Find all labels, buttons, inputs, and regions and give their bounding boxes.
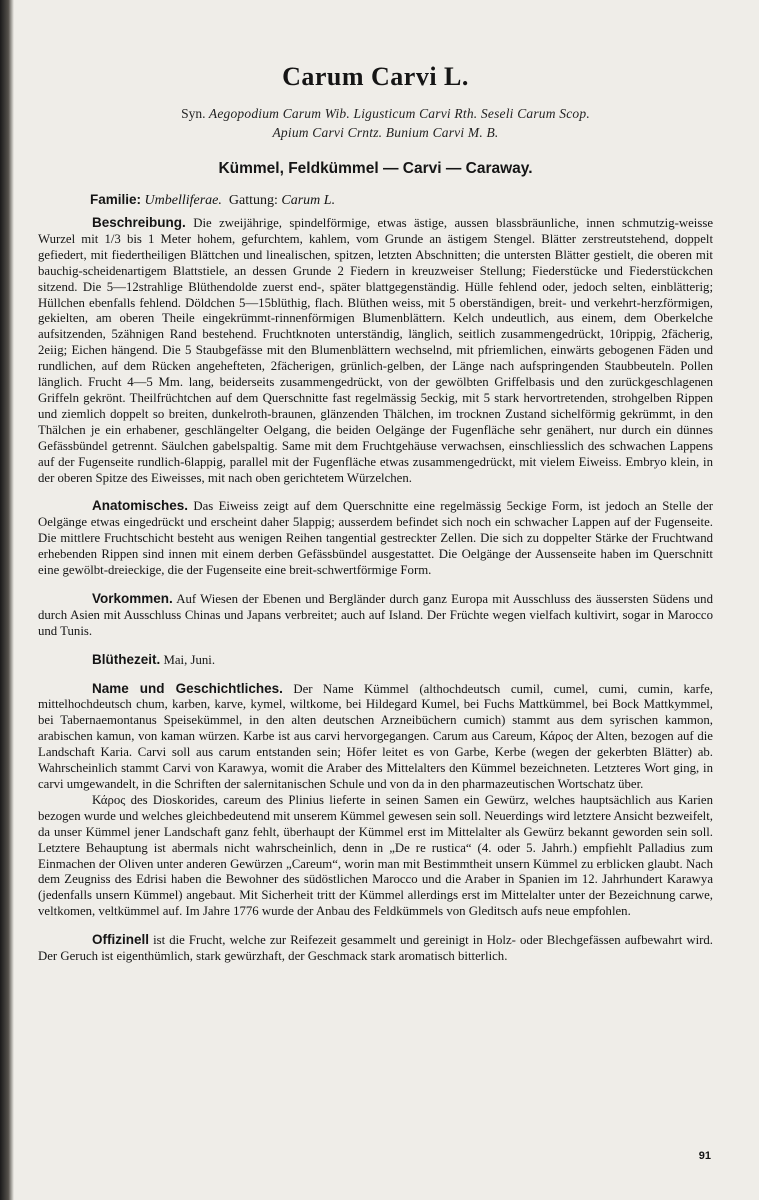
section-name-geschichtliches (38, 681, 713, 793)
section-name-geschichtliches-continued (38, 793, 713, 920)
vorkommen-heading: Vorkommen. (92, 590, 173, 606)
page-title: Carum Carvi L. (282, 62, 469, 91)
familie-value: Umbelliferae. (144, 193, 222, 208)
section-anatomisches (38, 498, 713, 579)
section-vorkommen (38, 591, 713, 640)
section-bluethezeit (38, 652, 713, 669)
family-line (90, 192, 713, 209)
offizinell-text: ist die Frucht, welche zur Reifezeit gesammelt und gereinigt in Holz- oder Blechgefässen aufbewahrt wird. Der Geruch ist eigenthümlich, stark gewürzhaft, der Geschmack stark aromatisch bitterlich. (38, 933, 713, 964)
familie-label: Familie: (90, 192, 142, 207)
synonyms (68, 104, 703, 142)
offizinell-heading: Offizinell (92, 932, 149, 948)
beschreibung-text: Die zweijährige, spindelförmige, etwas ästige, aussen blassbräunliche, innen schmutzig-weisse Wurzel mit 1/3 bis 1 Meter hohem, gefurchtem, kahlem, vom Grunde an ästigem Stengel. Blätter zerstreutstehend, doppelt gefiedert, mit fiedertheiligen Blättchen und linealischen, spitzen, letzten Abschnitten; die untersten Blätter gestielt, die oberen mit bauchig-scheidenartigem Blattstiele, an dessen Grunde 2 Fiedern in kreuzweiser Stellung; Fiederstücke und Fiederstückchen sitzend. Die 5—12strahlige Blüthendolde zuerst end-, später blattgegenständig. Hülle fehlend oder, jedoch selten, einblätterig; Hüllchen ebenfalls fehlend. Döldchen 5—15blüthig, flach. Blüthen weiss, mit 5 oberständigen, breit- und verkehrt-herzförmigen, gekielten, am oberen Theile eingekrümmt-rinnenförmigen Blumenblättern. Kelch undeutlich, aus einem, dem Oberkelche aufsitzenden, 5zähnigen Rand bestehend. Fruchtknoten unterständig, länglich, seitlich zusammengedrückt, 10rippig, 2fächerig, 2eiig; Eichen hängend. Die 5 Staubgefässe mit den Blumenblättern wechselnd, mit pfriemlichen, einwärts gebogenen Fäden und rundlichen, auf dem Rücken angehefteten, 2fächerigen, grünlich-gelben, der Länge nach aufspringenden Staubbeuteln. Pollen länglich. Frucht 4—5 Mm. lang, beiderseits zusammengedrückt, von der gewölbten Griffelbasis und den zurückgeschlagenen Griffeln gekrönt. Theilfrüchtchen auf dem Querschnitte fast regelmässig 5eckig, mit 5 stark hervortretenden, strohgelben Rippen und ziemlich doppelt so breiten, dunkelroth-braunen, glänzenden Thälchen, im trocknen Zustand sichelförmig gekrümmt, in den Thälchen je ein erhabener, geschlängelter Oelgang, die beiden Oelgänge der Fugenfläche sehr genähert, nur durch ein dünnes Gefässbündel getrennt. Säulchen gabelspaltig. Same mit dem Fruchtgehäuse verwachsen, einschliesslich des schwachen Lappens auf der Fugenseite rundlich-6lappig, parallel mit der Fugenfläche etwas zusammengedrückt, mit vielem Eiweiss. Embryo klein, in der oberen Spitze des Eiweisses, mit nach oben gerichtetem Würzelchen. (38, 216, 714, 485)
synonyms-line-2: Apium Carvi Crntz. Bunium Carvi M. B. (272, 125, 499, 140)
synonyms-line-1: Aegopodium Carum Wib. Ligusticum Carvi Rth. Seseli Carum Scop. (208, 106, 590, 121)
section-beschreibung (38, 215, 713, 486)
section-offizinell (38, 932, 713, 965)
bluethezeit-text: Mai, Juni. (163, 652, 216, 667)
name-heading: Name und Geschichtliches. (92, 680, 283, 696)
name-text: Der Name Kümmel (althochdeutsch cumil, cumel, cumi, cumin, karfe, mittelhochdeutsch chum, karben, karve, kymel, wiltkome, bei Hildegard Kumel, bei Fuchs Mattkümmel, bei Bock Mattkymmel, bei Tabernaemontanus Speisekümmel, in den alten deutschen Arzneibüchern cumich) stammt aus dem syrischen kammon, arabischen kamun, von kaman würzen. Karbe ist aus carvi hervorgegangen. Carum aus Careum, Κάρος der Alten, bezogen auf die Landschaft Karia. Carvi soll aus carum entstanden sein; Höfer leitet es von Garbe, Kerbe (wegen der gekerbten Blätter) ab. Wahrscheinlich stammt Carvi von Karawya, womit die Araber des Mittelalters den Kümmel bezeichneten. Letzteres Wort ging, in carvi umgewandelt, in die Schriften der salernitanischen Schule und von da in den pharmazeutischen Wortschatz über. (38, 681, 713, 791)
name-text-2: Κάρος des Dioskorides, careum des Plinius lieferte in seinen Samen ein Gewürz, welches hauptsächlich aus Karien bezogen wurde und welches gleichbedeutend mit unserem Kümmel gewesen sein soll. Neuerdings wird letztere Ansicht bezweifelt, da unser Kümmel jener Landschaft ganz fehlt, überhaupt der Kümmel erst im Mittelalter als Gewürz bekannt geworden sein soll. Letztere Behauptung ist abermals nicht wahrscheinlich, denn in „De re rustica“ (4. oder 5. Jahrh.) empfiehlt Palladius zum Einmachen der Oliven unter anderen Gewürzen „Careum“, worin man mit Bestimmtheit unsern Kümmel zu erblicken glaubt. Nach dem Zeugniss des Edrisi haben die Bewohner des südöstlichen Marocco und die Araber in Spanien im 12. Jahrhundert Karawya (jedenfalls unsern Kümmel) angebaut. Mit Sicherheit tritt der Kümmel allerdings erst im Mittelalter unter der Bezeichnung carwe, veltkomen, veltkümmel auf. Im Jahre 1776 wurde der Anbau des Feldkümmels von Gleditsch aufs neue empfohlen. (38, 792, 713, 919)
gattung-label: Gattung: (228, 193, 278, 208)
anatomisches-heading: Anatomisches. (92, 498, 189, 514)
bluethezeit-heading: Blüthezeit. (92, 651, 161, 667)
beschreibung-heading: Beschreibung. (92, 215, 186, 230)
page-number: 91 (698, 1150, 711, 1162)
gattung-value: Carum L. (281, 193, 336, 208)
common-names: Kümmel, Feldkümmel — Carvi — Caraway. (218, 160, 533, 177)
syn-label: Syn. (181, 106, 206, 121)
anatomisches-text: Das Eiweiss zeigt auf dem Querschnitte eine regelmässig 5eckige Form, ist jedoch an Stelle der Oelgänge etwas eingedrückt und erscheint daher 5lappig; ausserdem befindet sich noch ein schwacher Lappen auf der Fugenseite. Die mittlere Fruchtschicht besteht aus wenigen Reihen tangential gestreckter Zellen. Die sich zu doppelter Stärke der Fruchtwand erhebenden Rippen sind innen mit einem derben Gefässbündel ausgestattet. Die Oelgänge der Aussenseite haben im Querschnitt eine gewölbt-dreieckige, die der Fugenseite eine breit-schwertförmige Form. (38, 499, 714, 578)
vorkommen-text: Auf Wiesen der Ebenen und Bergländer durch ganz Europa mit Ausschluss des äussersten Südens und durch Asien mit Ausschluss Chinas und Japans verbreitet; auch auf Island. Der Früchte wegen vielfach kultivirt, sogar in Marocco und Tunis. (38, 591, 713, 638)
